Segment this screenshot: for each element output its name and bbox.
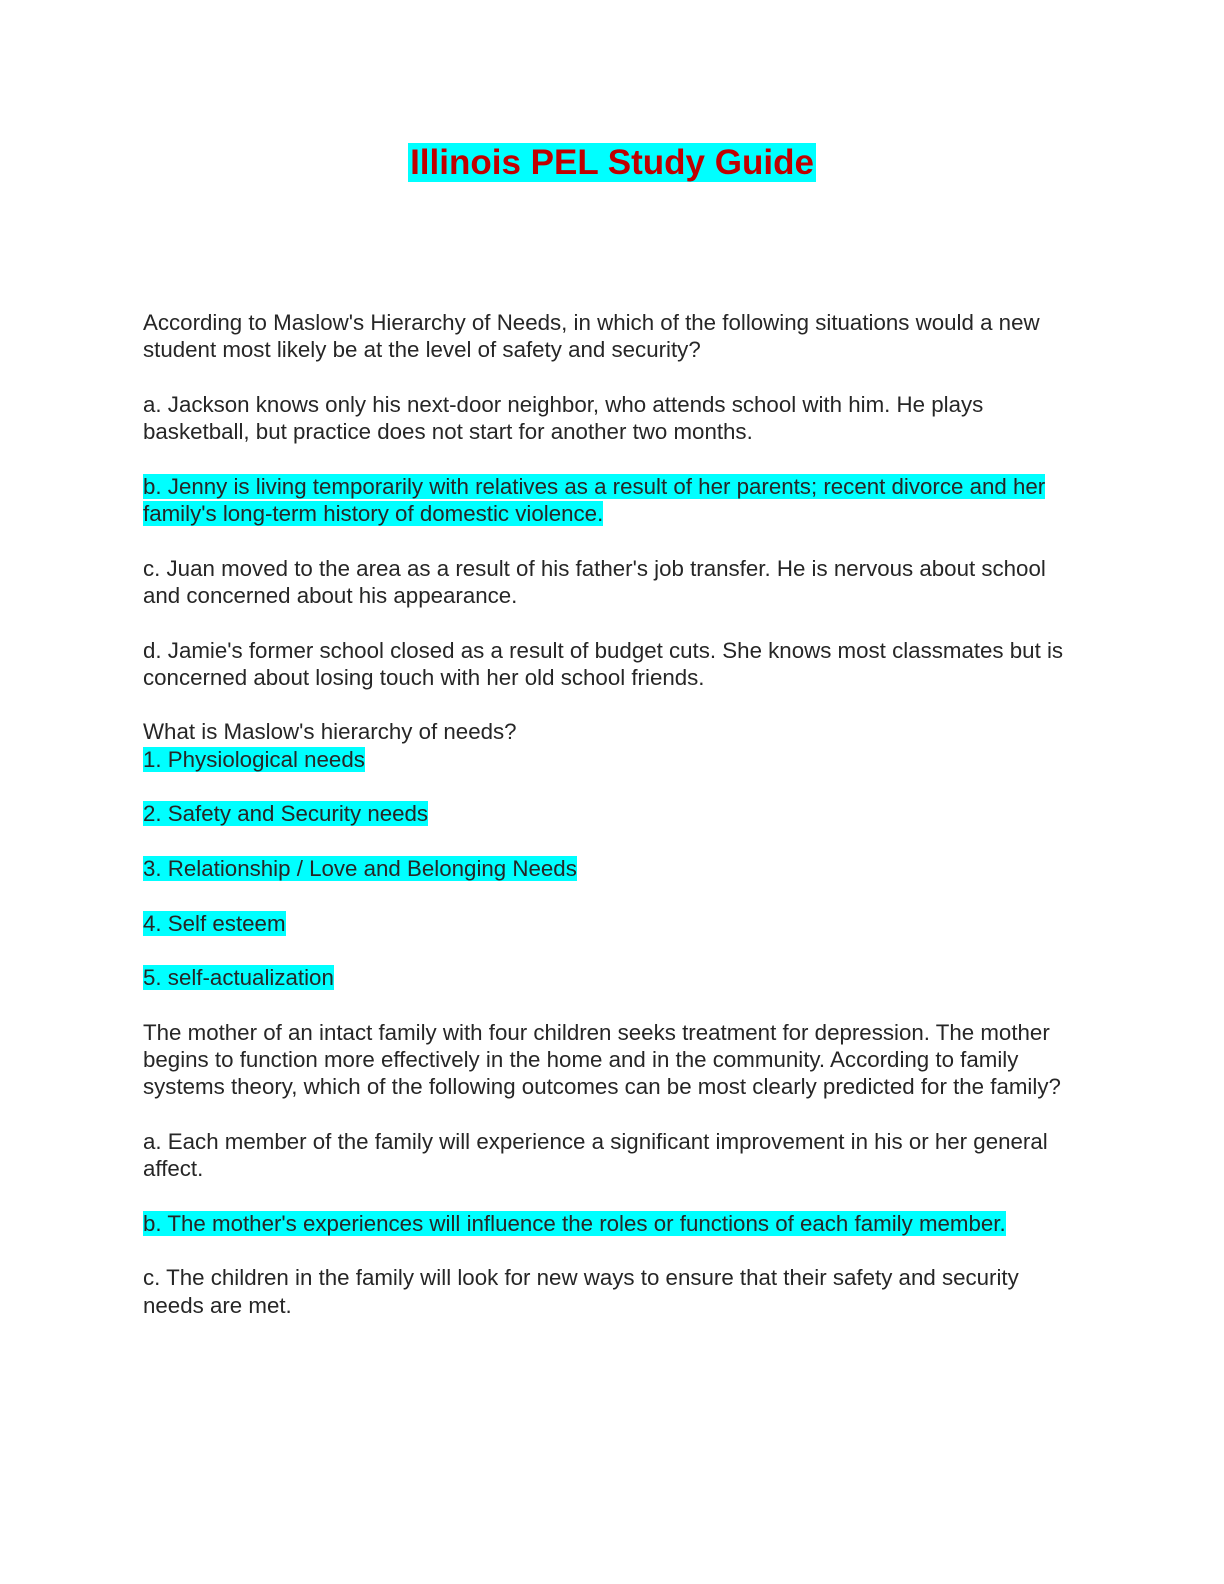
question-2-answer-3 bbox=[143, 855, 1078, 882]
highlighted-answer: 3. Relationship / Love and Belonging Needs bbox=[143, 855, 577, 881]
question-2-text: What is Maslow's hierarchy of needs? bbox=[143, 719, 517, 745]
question-3-option-b-answer bbox=[143, 1210, 1078, 1237]
question-3-text: The mother of an intact family with four children seeks treatment for depression. The mother begins to function more effectively in the home and in the community. According to family systems theory, which of the following outcomes can be most clearly predicted for the family? bbox=[143, 1019, 1061, 1100]
page-title-text: Illinois PEL Study Guide bbox=[410, 143, 814, 182]
question-1-text: According to Maslow's Hierarchy of Needs, in which of the following situations would a new student most likely be at the level of safety and security? bbox=[143, 310, 1040, 363]
question-2-answer-2 bbox=[143, 800, 1078, 827]
question-2-answer-5 bbox=[143, 964, 1078, 991]
question-2-answer-1 bbox=[143, 746, 1078, 773]
question-3-option-a: a. Each member of the family will experience a significant improvement in his or her general affect. bbox=[143, 1128, 1048, 1182]
question-2-answer-4 bbox=[143, 910, 1078, 937]
question-1-option-c: c. Juan moved to the area as a result of his father's job transfer. He is nervous about school and concerned about his appearance. bbox=[143, 555, 1046, 608]
question-1-option-b-answer bbox=[143, 473, 1078, 528]
highlighted-answer: 2. Safety and Security needs bbox=[143, 801, 429, 827]
question-1-option-a: a. Jackson knows only his next-door neighbor, who attends school with him. He plays basketball, but practice does not start for another two months. bbox=[143, 391, 984, 445]
highlighted-answer: 4. Self esteem bbox=[143, 910, 286, 936]
highlighted-answer: 1. Physiological needs bbox=[143, 746, 365, 772]
highlighted-answer: b. Jenny is living temporarily with relatives as a result of her parents; recent divorce and her family's long-term history of domestic violence. bbox=[143, 473, 1046, 527]
document-body bbox=[143, 309, 1078, 1346]
highlighted-answer: 5. self-actualization bbox=[143, 965, 334, 991]
question-3-option-c: c. The children in the family will look for new ways to ensure that their safety and security needs are met. bbox=[143, 1265, 1019, 1318]
highlighted-answer: b. The mother's experiences will influence the roles or functions of each family member. bbox=[143, 1210, 1006, 1236]
question-1-option-d: d. Jamie's former school closed as a result of budget cuts. She knows most classmates but is concerned about losing touch with her old school friends. bbox=[143, 637, 1064, 690]
page-title bbox=[0, 142, 1224, 184]
